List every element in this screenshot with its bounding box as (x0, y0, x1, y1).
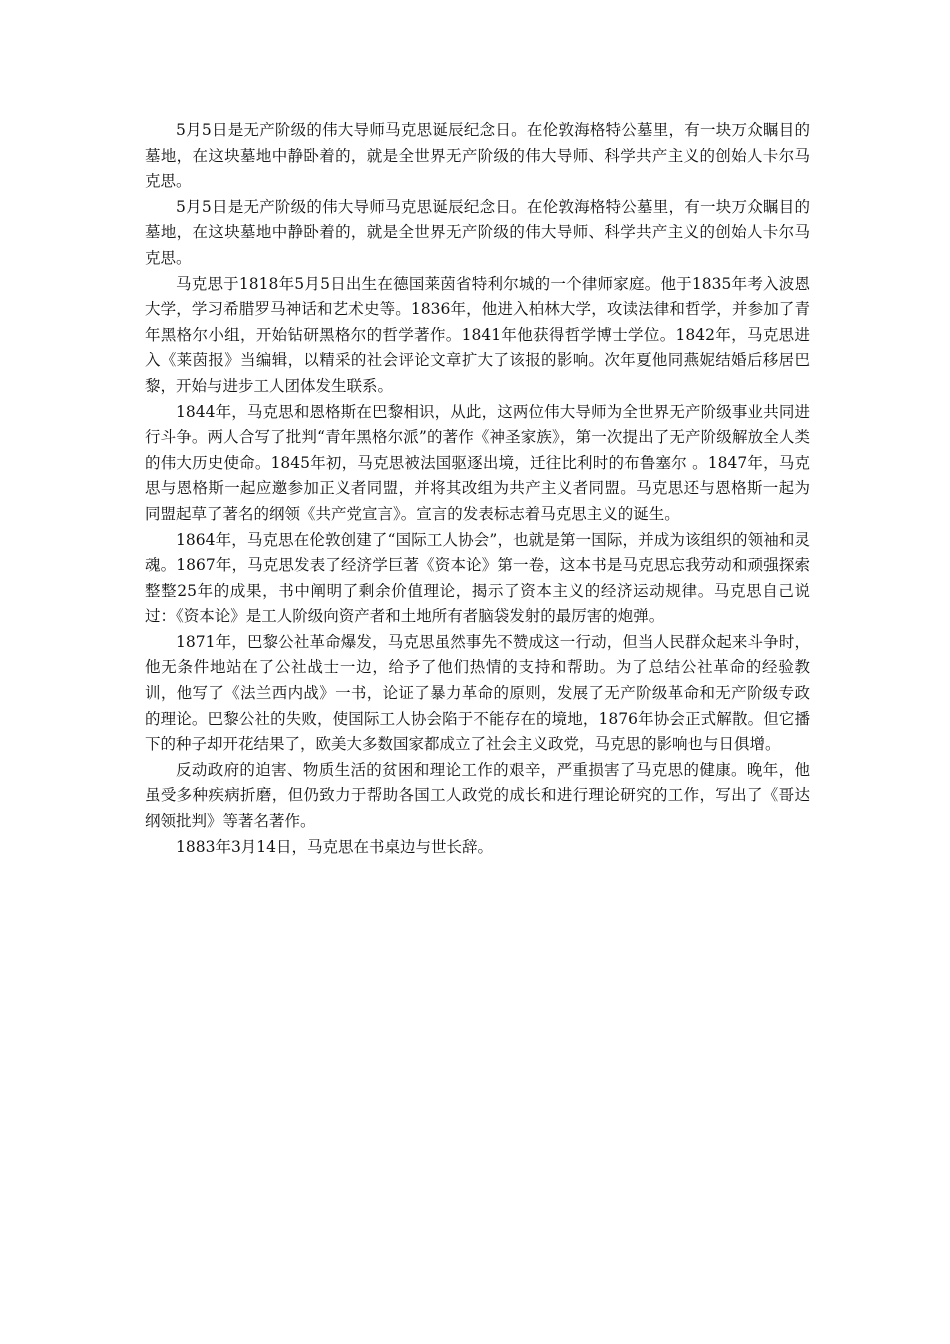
paragraph-1: 5月5日是无产阶级的伟大导师马克思诞辰纪念日。在伦敦海格特公墓里，有一块万众瞩目的墓地，在这块墓地中静卧着的，就是全世界无产阶级的伟大导师、科学共产主义的创始人卡尔马克思。 (145, 121, 810, 191)
paragraph-2: 5月5日是无产阶级的伟大导师马克思诞辰纪念日。在伦敦海格特公墓里，有一块万众瞩目的墓地，在这块墓地中静卧着的，就是全世界无产阶级的伟大导师、科学共产主义的创始人卡尔马克思。 (145, 197, 810, 267)
paragraph-3: 马克思于1818年5月5日出生在德国莱茵省特利尔城的一个律师家庭。他于1835年考入波恩大学，学习希腊罗马神话和艺术史等。1836年，他进入柏林大学，攻读法律和哲学，并参加了青年黑格尔小组，开始钻研黑格尔的哲学著作。1841年他获得哲学博士学位。1842年，马克思进入《莱茵报》当编辑，以精采的社会评论文章扩大了该报的影响。次年夏他同燕妮结婚后移居巴黎，开始与进步工人团体发生联系。 (145, 274, 810, 395)
paragraph-6: 1871年，巴黎公社革命爆发，马克思虽然事先不赞成这一行动，但当人民群众起来斗争时，他无条件地站在了公社战士一边，给予了他们热情的支持和帮助。为了总结公社革命的经验教训，他写了《法兰西内战》一书，论证了暴力革命的原则，发展了无产阶级革命和无产阶级专政的理论。巴黎公社的失败，使国际工人协会陷于不能存在的境地，1876年协会正式解散。但它播下的种子却开花结果了，欧美大多数国家都成立了社会主义政党，马克思的影响也与日俱增。 (145, 632, 810, 754)
paragraph-5: 1864年，马克思在伦敦创建了“国际工人协会”，也就是第一国际，并成为该组织的领袖和灵魂。1867年，马克思发表了经济学巨著《资本论》第一卷，这本书是马克思忘我劳动和顽强探索整整25年的成果，书中阐明了剩余价值理论，揭示了资本主义的经济运动规律。马克思自己说过：《资本论》是工人阶级向资产者和土地所有者脑袋发射的最厉害的炮弹。 (145, 530, 810, 626)
paragraph-7: 反动政府的迫害、物质生活的贫困和理论工作的艰辛，严重损害了马克思的健康。晚年，他虽受多种疾病折磨，但仍致力于帮助各国工人政党的成长和进行理论研究的工作，写出了《哥达纲领批判》等著名著作。 (145, 760, 810, 831)
paragraph-4: 1844年，马克思和恩格斯在巴黎相识，从此，这两位伟大导师为全世界无产阶级事业共同进行斗争。两人合写了批判“青年黑格尔派”的著作《神圣家族》，第一次提出了无产阶级解放全人类的伟大历史使命。1845年初，马克思被法国驱逐出境，迁往比利时的布鲁塞尔 。1847年，马克思与恩格斯一起应邀参加正义者同盟，并将其改组为共产主义者同盟。马克思还与恩格斯一起为同盟起草了著名的纲领《共产党宣言》。宣言的发表标志着马克思主义的诞生。 (145, 402, 810, 523)
document-body (145, 118, 810, 860)
paragraph-8: 1883年3月14日，马克思在书桌边与世长辞。 (176, 837, 494, 856)
